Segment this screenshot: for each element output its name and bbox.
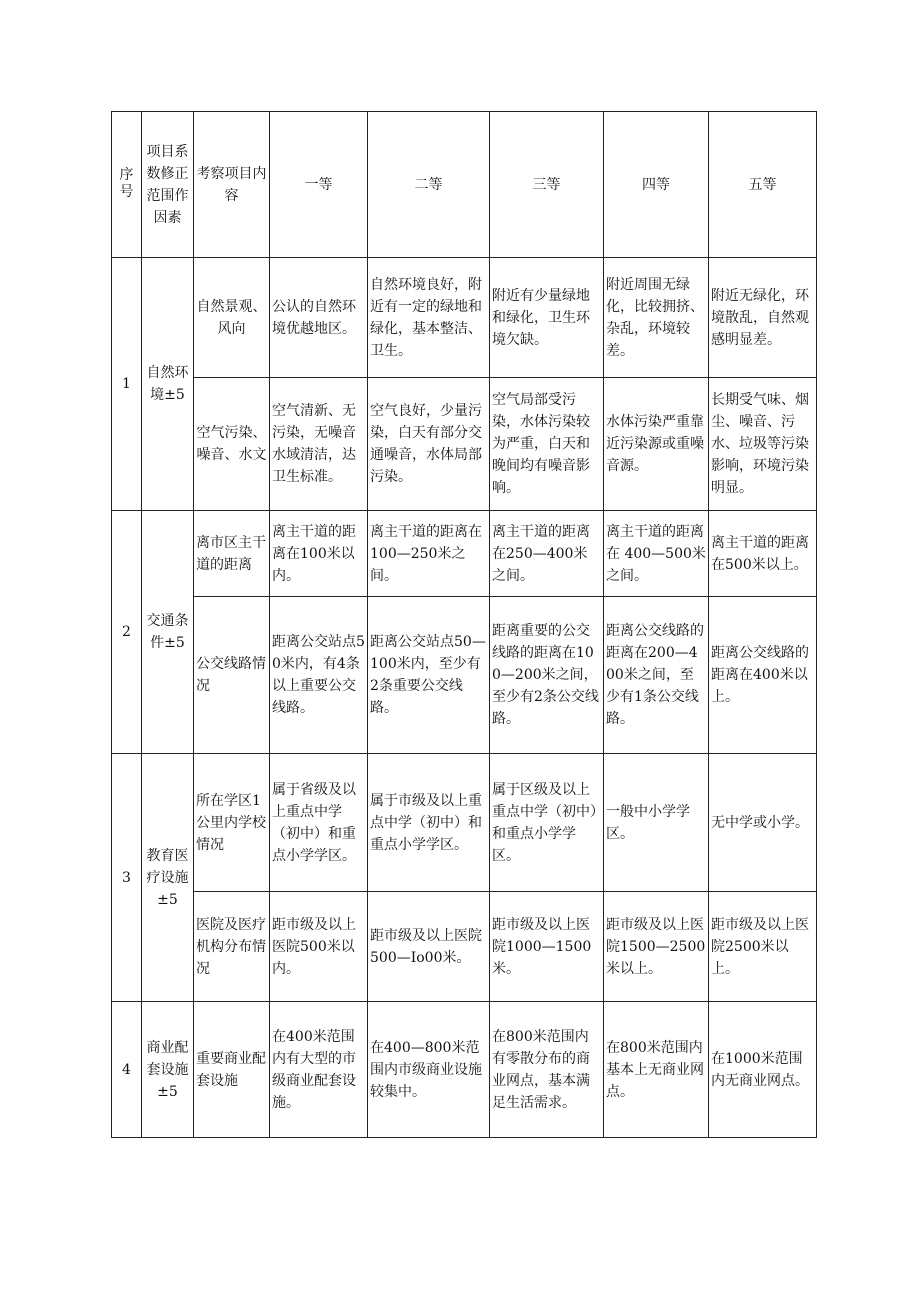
grade-1-cell: 离主干道的距离在100米以内。 <box>270 511 368 597</box>
grade-1-cell: 属于省级及以上重点中学（初中）和重点小学学区。 <box>270 754 368 892</box>
grade-2-cell: 在400—800米范围内市级商业设施较集中。 <box>368 1002 490 1138</box>
grade-3-cell: 附近有少量绿地和绿化，卫生环境欠缺。 <box>490 258 604 378</box>
grade-3-cell: 距市级及以上医院1000—1500米。 <box>490 892 604 1002</box>
grade-1-cell: 距市级及以上医院500米以内。 <box>270 892 368 1002</box>
grade-4-cell: 离主干道的距离在 400—500米之间。 <box>604 511 709 597</box>
header-item: 考察项目内容 <box>194 112 270 258</box>
grade-2-cell: 离主干道的距离在100—250米之间。 <box>368 511 490 597</box>
grade-5-cell: 距离公交线路的距离在400米以上。 <box>709 597 817 754</box>
grade-4-cell: 一般中小学学区。 <box>604 754 709 892</box>
grade-5-cell: 长期受气味、烟尘、噪音、污水、垃圾等污染影响，环境污染明显。 <box>709 378 817 511</box>
grade-2-cell: 距离公交站点50—100米内，至少有2条重要公交线路。 <box>368 597 490 754</box>
grade-3-cell: 离主干道的距离在250—400米之间。 <box>490 511 604 597</box>
section-number: 4 <box>112 1002 142 1138</box>
grade-3-cell: 在800米范围内有零散分布的商业网点，基本满足生活需求。 <box>490 1002 604 1138</box>
item-label: 所在学区1公里内学校情况 <box>194 754 270 892</box>
table-row <box>112 597 817 754</box>
header-grade-1: 一等 <box>270 112 368 258</box>
grade-5-cell: 离主干道的距离在500米以上。 <box>709 511 817 597</box>
grade-1-cell: 空气清新、无污染，无噪音水域清洁，达卫生标准。 <box>270 378 368 511</box>
header-factor: 项目系数修正范围作因素 <box>142 112 194 258</box>
section-factor: 交通条件±5 <box>142 511 194 754</box>
grade-5-cell: 附近无绿化，环境散乱，自然观感明显差。 <box>709 258 817 378</box>
grade-5-cell: 无中学或小学。 <box>709 754 817 892</box>
item-label: 离市区主干道的距离 <box>194 511 270 597</box>
grade-2-cell: 空气良好，少量污染，白天有部分交通噪音，水体局部污染。 <box>368 378 490 511</box>
grade-4-cell: 距市级及以上医院1500—2500米以上。 <box>604 892 709 1002</box>
grade-3-cell: 空气局部受污染，水体污染较为严重，白天和晚间均有噪音影响。 <box>490 378 604 511</box>
table-row <box>112 754 817 892</box>
grade-3-cell: 距离重要的公交线路的距离在100—200米之间，至少有2条公交线路。 <box>490 597 604 754</box>
grade-5-cell: 在1000米范围内无商业网点。 <box>709 1002 817 1138</box>
section-factor: 自然环境±5 <box>142 258 194 511</box>
grade-2-cell: 自然环境良好，附近有一定的绿地和绿化，基本整洁、卫生。 <box>368 258 490 378</box>
item-label: 公交线路情况 <box>194 597 270 754</box>
table-row <box>112 511 817 597</box>
item-label: 自然景观、风向 <box>194 258 270 378</box>
grade-1-cell: 在400米范围内有大型的市级商业配套设施。 <box>270 1002 368 1138</box>
section-number: 3 <box>112 754 142 1002</box>
header-seq: 序号 <box>112 112 142 258</box>
header-row <box>112 112 817 258</box>
section-factor: 教育医疗设施±5 <box>142 754 194 1002</box>
grade-2-cell: 属于市级及以上重点中学（初中）和重点小学学区。 <box>368 754 490 892</box>
grade-1-cell: 公认的自然环境优越地区。 <box>270 258 368 378</box>
section-number: 1 <box>112 258 142 511</box>
section-factor: 商业配套设施±5 <box>142 1002 194 1138</box>
item-label: 空气污染、噪音、水文 <box>194 378 270 511</box>
header-grade-2: 二等 <box>368 112 490 258</box>
evaluation-table <box>111 111 817 1138</box>
item-label: 医院及医疗机构分布情况 <box>194 892 270 1002</box>
grade-4-cell: 附近周围无绿化，比较拥挤、杂乱，环境较差。 <box>604 258 709 378</box>
grade-4-cell: 距离公交线路的距离在200—400米之间，至少有1条公交线路。 <box>604 597 709 754</box>
header-grade-4: 四等 <box>604 112 709 258</box>
table-row <box>112 892 817 1002</box>
header-grade-3: 三等 <box>490 112 604 258</box>
grade-4-cell: 水体污染严重靠近污染源或重噪音源。 <box>604 378 709 511</box>
table-row <box>112 378 817 511</box>
section-number: 2 <box>112 511 142 754</box>
grade-2-cell: 距市级及以上医院500—Io00米。 <box>368 892 490 1002</box>
grade-3-cell: 属于区级及以上重点中学（初中）和重点小学学区。 <box>490 754 604 892</box>
grade-4-cell: 在800米范围内基本上无商业网点。 <box>604 1002 709 1138</box>
grade-1-cell: 距离公交站点50米内，有4条以上重要公交线路。 <box>270 597 368 754</box>
grade-5-cell: 距市级及以上医院2500米以上。 <box>709 892 817 1002</box>
table-row <box>112 1002 817 1138</box>
table-row <box>112 258 817 378</box>
header-grade-5: 五等 <box>709 112 817 258</box>
item-label: 重要商业配套设施 <box>194 1002 270 1138</box>
